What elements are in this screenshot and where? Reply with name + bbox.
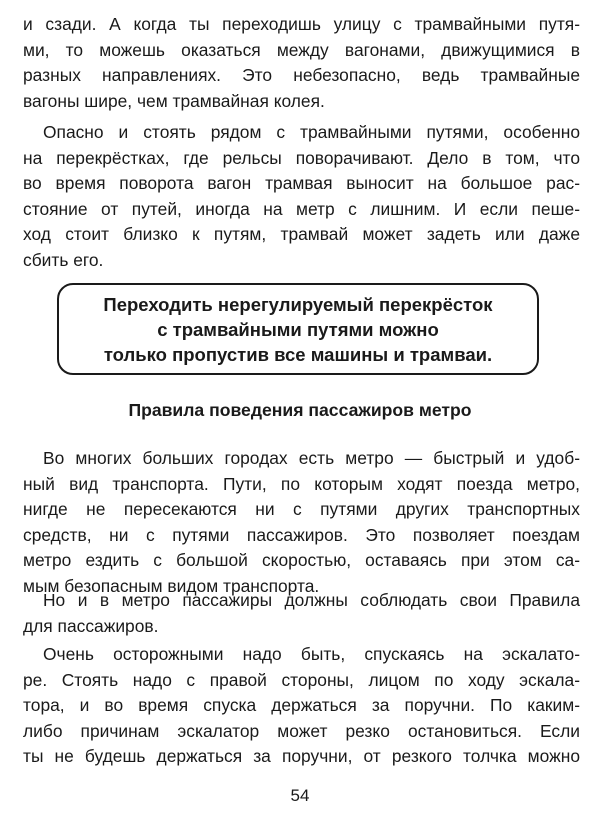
paragraph-text xyxy=(23,120,580,273)
text-line: Во многих больших городах есть метро — быстрый и удоб- xyxy=(43,448,580,468)
paragraph-text xyxy=(23,642,580,770)
rule-line: только пропустив все машины и трамваи. xyxy=(103,343,493,365)
paragraph-5 xyxy=(23,642,580,770)
text-line: сбить его. xyxy=(23,249,104,270)
paragraph-4 xyxy=(23,588,580,639)
text-line: ре. Стоять надо с правой стороны, лицом по ходу эскала- xyxy=(23,669,580,690)
section-heading: Правила поведения пассажиров метро xyxy=(128,400,472,420)
text-line: для пассажиров. xyxy=(23,615,159,636)
text-line: ми, то можешь оказаться между вагонами, движущимися в xyxy=(23,39,580,60)
paragraph-3 xyxy=(23,446,580,599)
text-line: Опасно и стоять рядом с трамвайными путями, особенно xyxy=(43,122,580,142)
text-line: ный вид транспорта. Пути, по которым ходят поезда метро, xyxy=(23,473,580,494)
paragraph-1 xyxy=(23,12,580,114)
rule-callout-box xyxy=(57,283,539,375)
text-line: и сзади. А когда ты переходишь улицу с трамвайными путя- xyxy=(23,14,580,34)
paragraph-text xyxy=(23,446,580,599)
text-line: ты не будешь держаться за поручни, от резкого толчка можно xyxy=(23,746,580,766)
rule-line: с трамвайными путями можно xyxy=(157,318,439,340)
text-line: мым безопасным видом транспорта. xyxy=(23,575,320,596)
text-line: на перекрёстках, где рельсы поворачивают. Дело в том, что xyxy=(23,147,580,168)
text-line: Очень осторожными надо быть, спускаясь на эскалато- xyxy=(43,644,580,664)
paragraph-text xyxy=(23,588,580,639)
text-line: вагоны шире, чем трамвайная колея. xyxy=(23,90,325,111)
page-number: 54 xyxy=(290,786,310,805)
text-line: нигде не пересекаются ни с путями других транспортных xyxy=(23,499,580,519)
text-line: Но и в метро пассажиры должны соблюдать свои Правила xyxy=(43,590,580,610)
text-line: во время поворота вагон трамвая выносит на большое рас- xyxy=(23,173,580,193)
text-line: разных направлениях. Это небезопасно, ведь трамвайные xyxy=(23,65,580,85)
text-line: стояние от путей, иногда на метр с лишним. И если пеше- xyxy=(23,198,580,219)
paragraph-text xyxy=(23,12,580,114)
text-line: ход стоит близко к путям, трамвай может задеть или даже xyxy=(23,224,580,244)
text-line: тора, и во время спуска держаться за поручни. По каким- xyxy=(23,695,580,715)
rule-line: Переходить нерегулируемый перекрёсток xyxy=(103,293,493,315)
text-line: либо причинам эскалатор может резко остановиться. Если xyxy=(23,720,580,741)
text-line: метро ездить с большой скоростью, оставаясь при этом са- xyxy=(23,550,580,570)
paragraph-2 xyxy=(23,120,580,273)
text-line: средств, ни с путями пассажиров. Это позволяет поездам xyxy=(23,524,580,545)
